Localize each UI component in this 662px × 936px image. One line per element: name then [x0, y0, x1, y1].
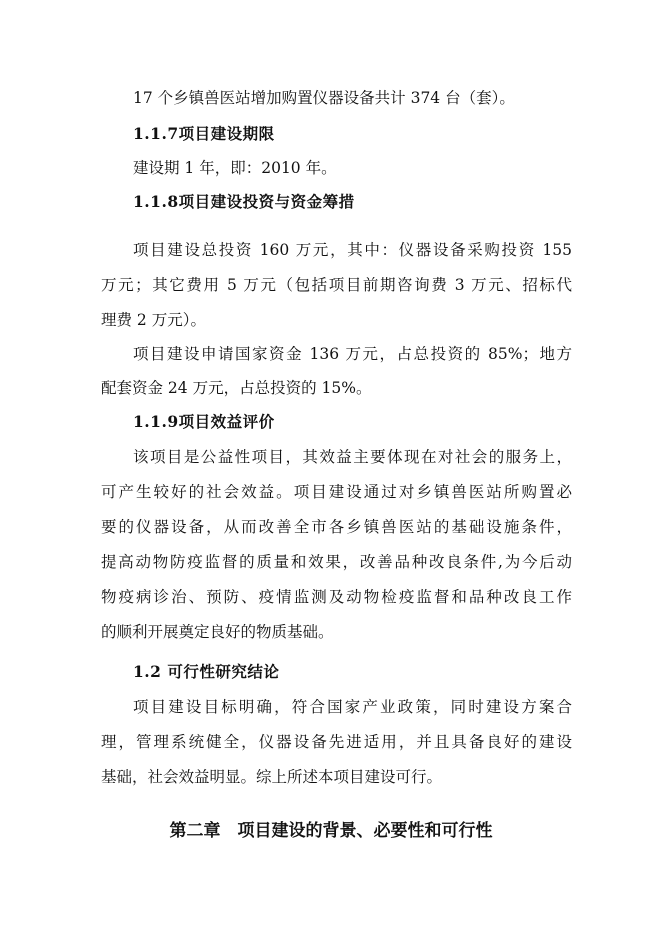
paragraph-line: 项目建设目标明确，符合国家产业政策，同时建设方案合 — [133, 698, 572, 716]
paragraph-line: 提高动物防疫监督的质量和效果，改善品种改良条件,为今后动 — [101, 553, 572, 571]
section-heading-1-1-9: 1.1.9项目效益评价 — [133, 412, 275, 431]
section-heading-1-2: 1.2 可行性研究结论 — [133, 662, 280, 681]
paragraph-line: 要的仪器设备，从而改善全市各乡镇兽医站的基础设施条件， — [101, 518, 572, 536]
section-heading-1-1-7: 1.1.7项目建设期限 — [133, 124, 275, 143]
paragraph-line: 建设期 1 年，即：2010 年。 — [133, 159, 337, 177]
paragraph-line: 理，管理系统健全，仪器设备先进适用，并且具备良好的建设 — [101, 733, 572, 751]
paragraph-line: 17 个乡镇兽医站增加购置仪器设备共计 374 台（套）。 — [133, 89, 515, 107]
chapter-title: 第二章 项目建设的背景、必要性和可行性 — [169, 821, 493, 841]
paragraph-line: 项目建设总投资 160 万元，其中：仪器设备采购投资 155 — [133, 241, 572, 259]
paragraph-line: 可产生较好的社会效益。项目建设通过对乡镇兽医站所购置必 — [101, 483, 572, 501]
paragraph-line: 理费 2 万元）。 — [101, 311, 206, 329]
paragraph-line: 万元；其它费用 5 万元（包括项目前期咨询费 3 万元、招标代 — [101, 276, 572, 294]
paragraph-line: 物疫病诊治、预防、疫情监测及动物检疫监督和品种改良工作 — [101, 588, 572, 606]
paragraph-line: 的顺利开展奠定良好的物质基础。 — [101, 623, 334, 641]
section-heading-1-1-8: 1.1.8项目建设投资与资金筹措 — [133, 192, 355, 211]
paragraph-line: 基础，社会效益明显。综上所述本项目建设可行。 — [101, 768, 443, 786]
paragraph-line: 配套资金 24 万元，占总投资的 15%。 — [101, 379, 372, 397]
paragraph-line: 该项目是公益性项目，其效益主要体现在对社会的服务上， — [133, 448, 572, 466]
paragraph-line: 项目建设申请国家资金 136 万元，占总投资的 85%；地方 — [133, 345, 572, 363]
